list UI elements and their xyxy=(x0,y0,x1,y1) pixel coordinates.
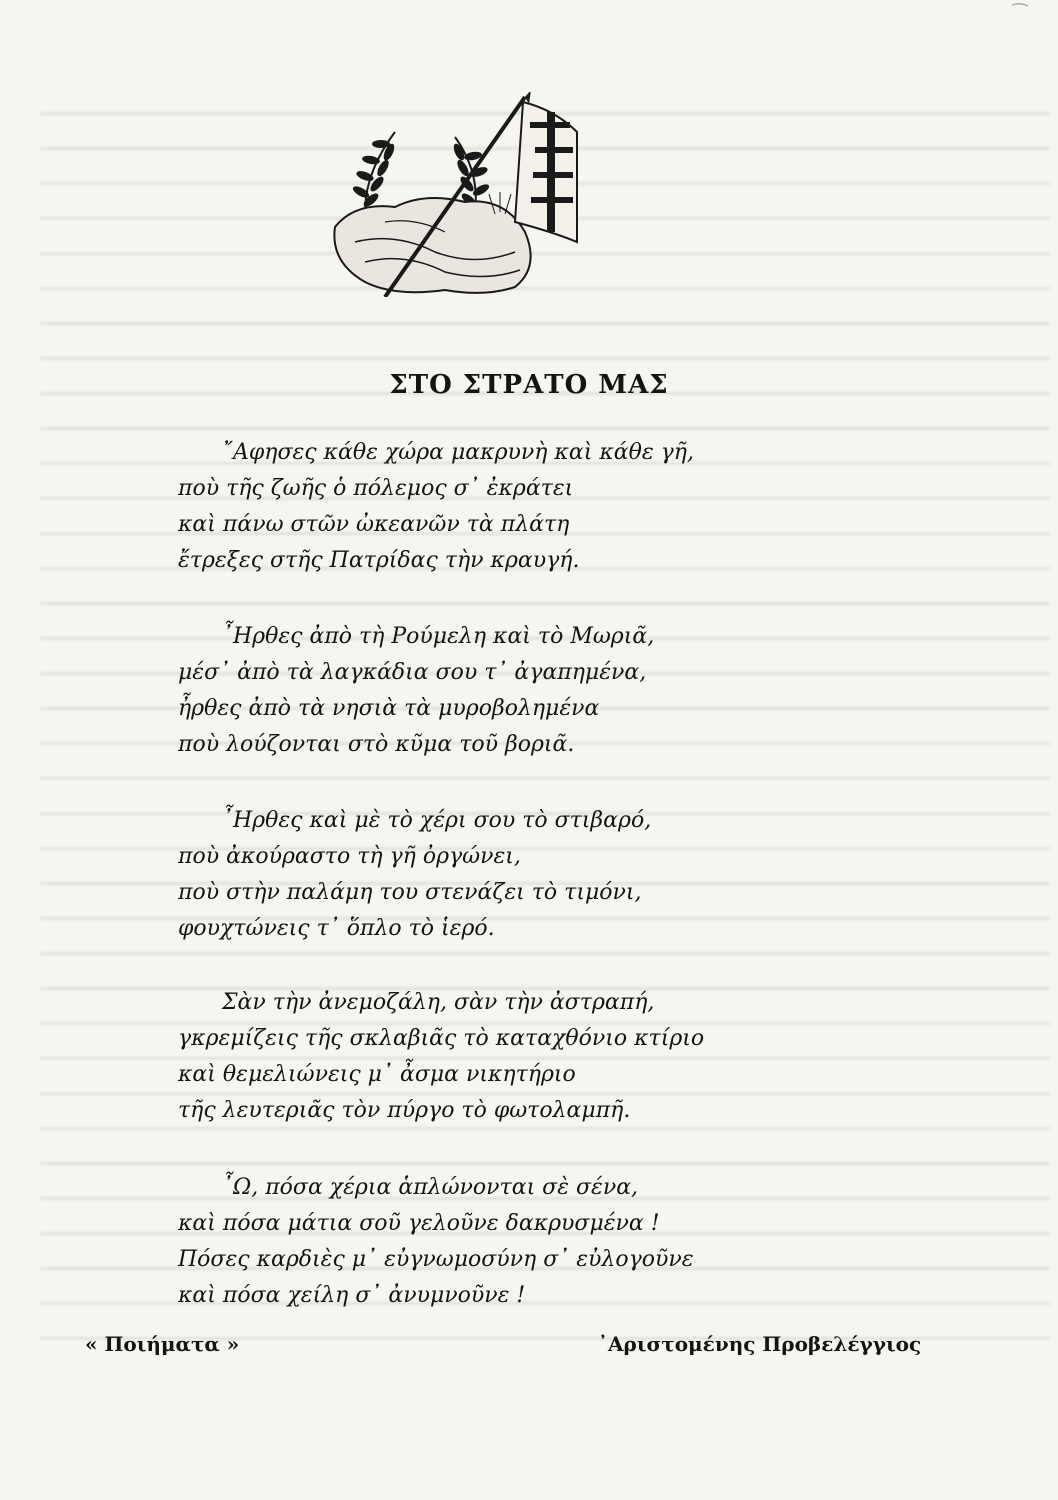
poem-line: ῏Ηρθες καὶ μὲ τὸ χέρι σου τὸ στιβαρό, xyxy=(222,808,652,833)
poem-line: ποὺ ἀκούραστο τὴ γῆ ὀργώνει, xyxy=(178,844,521,869)
poem-line: ποὺ λούζονται στὸ κῦμα τοῦ βοριᾶ. xyxy=(178,732,575,757)
greek-flag-laurel-emblem-icon xyxy=(325,92,585,297)
poem-line: καὶ πόσα χείλη σ᾿ ἀνυμνοῦνε ! xyxy=(178,1283,526,1308)
poem-line: ῏Ηρθες ἀπὸ τὴ Ρούμελη καὶ τὸ Μωριᾶ, xyxy=(222,624,655,649)
poem-title: ΣΤΟ ΣΤΡΑΤΟ ΜΑΣ xyxy=(389,370,669,400)
source-citation: « Ποιήματα » xyxy=(85,1332,240,1356)
poem-line: ῏Ω, πόσα χέρια ἁπλώνονται σὲ σένα, xyxy=(222,1175,639,1200)
poem-line: καὶ πάνω στῶν ὠκεανῶν τὰ πλάτη xyxy=(178,512,570,537)
poem-line: φουχτώνεις τ᾿ ὅπλο τὸ ἱερό. xyxy=(178,916,495,941)
poem-line: καὶ πόσα μάτια σοῦ γελοῦνε δακρυσμένα ! xyxy=(178,1211,660,1236)
poem-line: ποὺ στὴν παλάμη του στενάζει τὸ τιμόνι, xyxy=(178,880,642,905)
page-corner-mark xyxy=(1010,0,1030,10)
poem-line: μέσ᾿ ἀπὸ τὰ λαγκάδια σου τ᾿ ἀγαπημένα, xyxy=(178,660,647,685)
poem-line: γκρεμίζεις τῆς σκλαβιᾶς τὸ καταχθόνιο κτίριο xyxy=(178,1026,705,1051)
poem-line: Πόσες καρδιὲς μ᾿ εὐγνωμοσύνη σ᾿ εὐλογοῦνε xyxy=(178,1247,694,1272)
poem-line: ποὺ τῆς ζωῆς ὁ πόλεμος σ᾿ ἐκράτει xyxy=(178,476,574,501)
poem-line: Σὰν τὴν ἀνεμοζάλη, σὰν τὴν ἀστραπή, xyxy=(222,990,655,1015)
poem-line: ἦρθες ἀπὸ τὰ νησιὰ τὰ μυροβολημένα xyxy=(178,696,600,721)
poem-line: καὶ θεμελιώνεις μ᾿ ἆσμα νικητήριο xyxy=(178,1062,576,1087)
poem-line: ἔτρεξες στῆς Πατρίδας τὴν κραυγή. xyxy=(178,548,580,573)
poem-line: ῎Αφησες κάθε χώρα μακρυνὴ καὶ κάθε γῆ, xyxy=(222,440,694,465)
poem-line: τῆς λευτεριᾶς τὸν πύργο τὸ φωτολαμπῆ. xyxy=(178,1098,631,1123)
author-name: ᾿Αριστομένης Προβελέγγιος xyxy=(598,1332,922,1356)
